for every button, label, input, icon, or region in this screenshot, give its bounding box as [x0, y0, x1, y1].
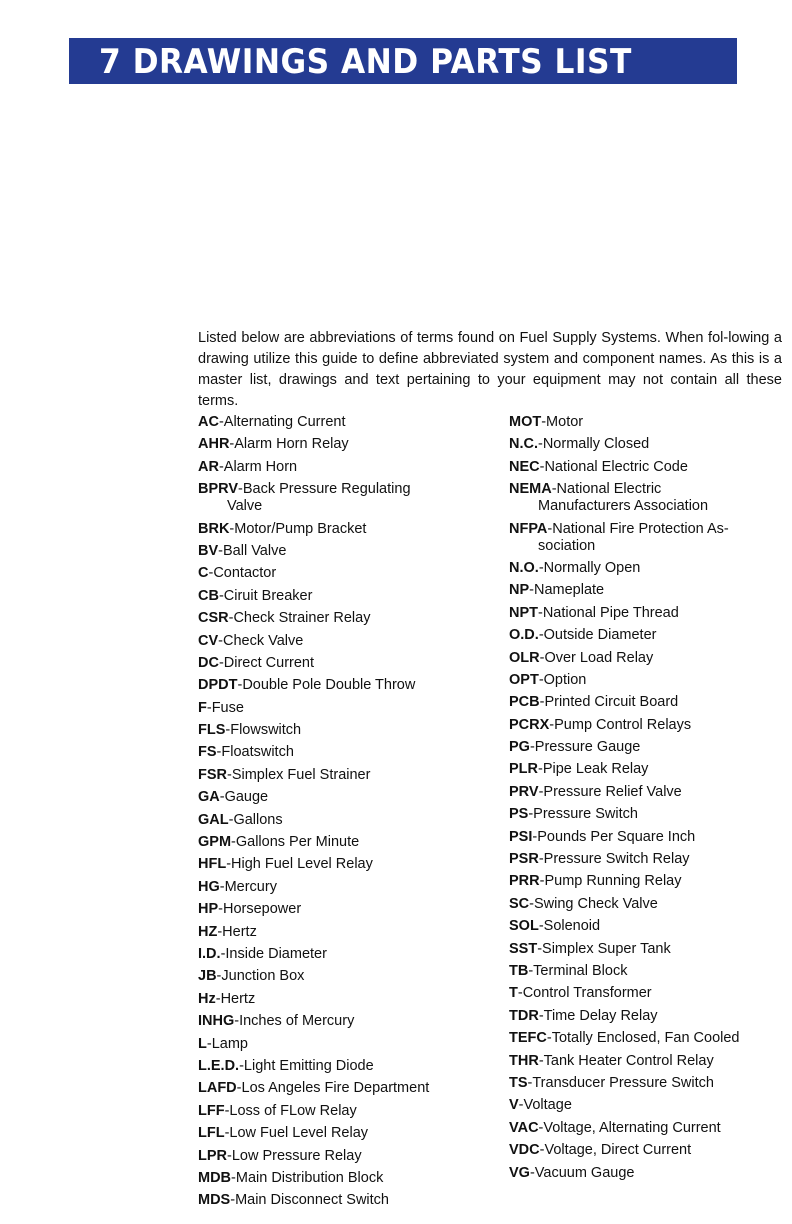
abbreviation-code: HFL: [198, 856, 227, 873]
abbreviation-entry: [509, 829, 785, 846]
abbreviation-definition: -Option: [538, 671, 587, 688]
abbreviation-code: LFF: [198, 1102, 225, 1119]
abbreviation-code: MDS: [198, 1192, 231, 1209]
abbreviation-entry: [509, 1008, 785, 1025]
abbreviation-code: CSR: [198, 610, 229, 627]
abbreviation-code: HP: [198, 901, 219, 918]
abbreviation-definition-continued: Valve: [227, 498, 263, 515]
abbreviation-entry: [198, 521, 498, 538]
abbreviation-code: TEFC: [509, 1030, 547, 1047]
abbreviation-entry: [509, 985, 785, 1002]
abbreviation-definition: -Simplex Fuel Strainer: [227, 766, 371, 783]
abbreviation-code: FSR: [198, 766, 227, 783]
abbreviation-definition: -Mercury: [219, 878, 277, 895]
abbreviation-code: PSR: [509, 851, 539, 868]
abbreviation-definition: -Lamp: [206, 1035, 248, 1052]
abbreviation-code: AHR: [198, 436, 230, 453]
abbreviation-entry: [198, 1125, 498, 1142]
abbreviation-definition: -Printed Circuit Board: [539, 694, 679, 711]
abbreviation-definition: -Loss of FLow Relay: [224, 1102, 357, 1119]
abbreviation-definition: -Swing Check Valve: [529, 895, 658, 912]
abbreviation-entry: [198, 968, 498, 985]
abbreviation-definition: -Contactor: [208, 565, 277, 582]
abbreviation-list-left: [198, 414, 498, 1215]
intro-paragraph: Listed below are abbreviations of terms found on Fuel Supply Systems. When fol-lowing a drawing utilize this guide to define abbreviated system and component names. As this is a master list, drawings and text pertaining to your equipment may not contain all these terms.: [198, 329, 782, 409]
abbreviation-definition: -Simplex Super Tank: [537, 940, 671, 957]
abbreviation-code: AR: [198, 458, 219, 475]
abbreviation-code: NFPA: [509, 520, 548, 537]
abbreviation-entry: [509, 582, 785, 599]
abbreviation-definition: -Alarm Horn: [218, 458, 298, 475]
abbreviation-entry: [198, 1080, 498, 1097]
abbreviation-definition: -High Fuel Level Relay: [226, 856, 373, 873]
abbreviation-entry: [198, 901, 498, 918]
abbreviation-code: V: [509, 1097, 519, 1114]
abbreviation-definition: -Los Angeles Fire Department: [236, 1080, 430, 1097]
abbreviation-code: NP: [509, 582, 530, 599]
abbreviation-entry: [509, 650, 785, 667]
abbreviation-definition: -National Pipe Thread: [538, 604, 679, 621]
abbreviation-definition: -Double Pole Double Throw: [237, 677, 416, 694]
abbreviation-definition: -Flowswitch: [225, 722, 302, 739]
abbreviation-entry: [198, 744, 498, 761]
abbreviation-code: BPRV: [198, 481, 239, 498]
abbreviation-entry: [509, 694, 785, 711]
abbreviation-definition: -Inches of Mercury: [234, 1013, 355, 1030]
abbreviation-definition: -Gauge: [219, 789, 269, 806]
abbreviation-code: CB: [198, 587, 219, 604]
abbreviation-entry: [198, 879, 498, 896]
abbreviation-code: TS: [509, 1074, 528, 1091]
abbreviation-definition: -Floatswitch: [216, 744, 294, 761]
abbreviation-entry: [509, 672, 785, 689]
abbreviation-entry: [509, 1142, 785, 1159]
abbreviation-entry: [198, 1036, 498, 1053]
abbreviation-code: MOT: [509, 414, 542, 430]
abbreviation-code: PCB: [509, 694, 540, 711]
abbreviation-code: MDB: [198, 1169, 232, 1186]
abbreviation-code: CV: [198, 632, 219, 649]
abbreviation-definition: -Horsepower: [218, 901, 302, 918]
abbreviation-code: AC: [198, 414, 219, 430]
abbreviation-entry: [509, 918, 785, 935]
abbreviation-code: TDR: [509, 1007, 539, 1024]
abbreviation-entry: [198, 856, 498, 873]
abbreviation-definition: -Main Distribution Block: [231, 1169, 384, 1186]
abbreviation-entry: [198, 700, 498, 717]
abbreviation-definition: -Terminal Block: [528, 962, 628, 979]
abbreviation-definition-continued: sociation: [538, 537, 596, 554]
abbreviation-entry: [198, 436, 498, 453]
abbreviation-code: HG: [198, 878, 220, 895]
abbreviation-definition: -Check Valve: [218, 632, 304, 649]
abbreviation-entry: [509, 761, 785, 778]
abbreviation-definition: -Fuse: [206, 699, 244, 716]
abbreviation-entry: [198, 677, 498, 694]
abbreviation-definition: -Low Pressure Relay: [227, 1147, 362, 1164]
abbreviation-code: THR: [509, 1052, 539, 1069]
abbreviation-entry: [509, 481, 785, 515]
abbreviation-entry: [509, 963, 785, 980]
abbreviation-code: SC: [509, 895, 530, 912]
abbreviation-code: LFL: [198, 1125, 225, 1142]
abbreviation-definition: -Totally Enclosed, Fan Cooled: [546, 1030, 740, 1047]
abbreviation-entry: [509, 560, 785, 577]
abbreviation-entry: [198, 481, 498, 515]
abbreviation-code: TB: [509, 962, 529, 979]
abbreviation-definition: -National Electric Code: [539, 458, 688, 475]
abbreviation-definition: -National Electric: [551, 481, 662, 498]
abbreviation-entry: [509, 851, 785, 868]
abbreviation-entry: [198, 588, 498, 605]
abbreviation-definition: -Normally Closed: [538, 436, 650, 453]
abbreviation-entry: [198, 655, 498, 672]
abbreviation-entry: [198, 812, 498, 829]
abbreviation-entry: [198, 1058, 498, 1075]
abbreviation-definition: -National Fire Protection As-: [547, 520, 729, 537]
abbreviation-code: DPDT: [198, 677, 238, 694]
abbreviation-definition: -Solenoid: [538, 918, 601, 935]
abbreviation-code: OPT: [509, 671, 539, 688]
abbreviation-code: N.C.: [509, 436, 538, 453]
abbreviation-code: SOL: [509, 918, 539, 935]
abbreviation-definition: -Pressure Switch: [528, 806, 638, 823]
abbreviation-entry: [198, 722, 498, 739]
abbreviation-entry: [198, 1192, 498, 1209]
abbreviation-entry: [198, 834, 498, 851]
abbreviation-definition: -Tank Heater Control Relay: [538, 1052, 714, 1069]
abbreviation-entry: [198, 991, 498, 1008]
abbreviation-entry: [509, 717, 785, 734]
abbreviation-code: LAFD: [198, 1080, 237, 1097]
abbreviation-definition: -Transducer Pressure Switch: [527, 1074, 714, 1091]
abbreviation-definition: -Nameplate: [529, 582, 605, 599]
abbreviation-definition: -Pressure Relief Valve: [538, 783, 682, 800]
abbreviation-definition: -Over Load Relay: [539, 649, 654, 666]
abbreviation-code: GA: [198, 789, 220, 806]
abbreviation-definition: -Pressure Gauge: [529, 739, 641, 756]
abbreviation-definition: -Pipe Leak Relay: [538, 761, 649, 778]
abbreviation-definition: -Voltage, Alternating Current: [538, 1119, 721, 1136]
abbreviation-definition: -Hertz: [217, 923, 257, 940]
abbreviation-definition: -Inside Diameter: [220, 945, 327, 962]
abbreviation-definition: -Ciruit Breaker: [218, 587, 313, 604]
abbreviation-entry: [198, 1103, 498, 1120]
abbreviation-entry: [509, 806, 785, 823]
abbreviation-entry: [198, 946, 498, 963]
abbreviation-code: NEMA: [509, 481, 552, 498]
abbreviation-code: SST: [509, 940, 538, 957]
abbreviation-entry: [509, 1165, 785, 1182]
abbreviation-definition: -Pounds Per Square Inch: [532, 828, 696, 845]
abbreviation-code: GPM: [198, 834, 232, 851]
abbreviation-definition: -Light Emitting Diode: [239, 1057, 374, 1074]
abbreviation-code: PG: [509, 739, 530, 756]
abbreviation-code: NEC: [509, 458, 540, 475]
abbreviation-code: PS: [509, 806, 529, 823]
abbreviation-code: PRV: [509, 783, 539, 800]
abbreviation-code: GAL: [198, 811, 229, 828]
abbreviation-entry: [509, 941, 785, 958]
abbreviation-definition: -Back Pressure Regulating: [238, 481, 411, 498]
abbreviation-code: DC: [198, 654, 219, 671]
abbreviation-definition: -Alarm Horn Relay: [229, 436, 349, 453]
abbreviation-code: L.E.D.: [198, 1057, 240, 1074]
abbreviation-entry: [509, 1075, 785, 1092]
abbreviation-entry: [198, 1148, 498, 1165]
abbreviation-definition: -Pressure Switch Relay: [538, 851, 690, 868]
abbreviation-entry: [509, 873, 785, 890]
abbreviation-code: OLR: [509, 649, 540, 666]
abbreviation-entry: [198, 789, 498, 806]
abbreviation-entry: [509, 605, 785, 622]
abbreviation-code: PLR: [509, 761, 538, 778]
abbreviation-entry: [509, 436, 785, 453]
abbreviation-definition: -Voltage, Direct Current: [539, 1142, 692, 1159]
section-banner: [69, 38, 737, 84]
abbreviation-code: NPT: [509, 604, 538, 621]
abbreviation-entry: [198, 767, 498, 784]
abbreviation-list-right: [509, 414, 785, 1187]
abbreviation-definition: -Alternating Current: [218, 414, 346, 430]
abbreviation-definition: -Normally Open: [538, 559, 641, 576]
abbreviation-code: PCRX: [509, 716, 550, 733]
abbreviation-code: INHG: [198, 1013, 235, 1030]
abbreviation-entry: [198, 565, 498, 582]
abbreviation-definition: -Direct Current: [218, 654, 315, 671]
abbreviation-code: VDC: [509, 1142, 540, 1159]
abbreviation-entry: [509, 627, 785, 644]
abbreviation-entry: [198, 459, 498, 476]
abbreviation-entry: [509, 414, 785, 431]
abbreviation-code: I.D.: [198, 945, 221, 962]
abbreviation-code: FLS: [198, 722, 226, 739]
section-title: 7 DRAWINGS AND PARTS LIST: [99, 42, 632, 82]
abbreviation-entry: [509, 1030, 785, 1047]
abbreviation-entry: [509, 1120, 785, 1137]
abbreviation-code: L: [198, 1035, 207, 1052]
abbreviation-code: PRR: [509, 873, 540, 890]
abbreviation-code: HZ: [198, 923, 218, 940]
abbreviation-code: F: [198, 699, 207, 716]
abbreviation-code: BV: [198, 542, 219, 559]
abbreviation-code: O.D.: [509, 627, 539, 644]
abbreviation-definition: -Vacuum Gauge: [529, 1164, 635, 1181]
abbreviation-definition: -Gallons Per Minute: [231, 834, 360, 851]
abbreviation-entry: [509, 739, 785, 756]
abbreviation-entry: [198, 1013, 498, 1030]
abbreviation-definition: -Pump Running Relay: [539, 873, 682, 890]
abbreviation-definition-continued: Manufacturers Association: [538, 498, 709, 515]
abbreviation-entry: [509, 896, 785, 913]
abbreviation-entry: [198, 414, 498, 431]
abbreviation-code: C: [198, 565, 209, 582]
abbreviation-entry: [509, 1053, 785, 1070]
abbreviation-entry: [509, 521, 785, 555]
abbreviation-code: VG: [509, 1164, 530, 1181]
abbreviation-definition: -Gallons: [228, 811, 283, 828]
abbreviation-entry: [509, 784, 785, 801]
abbreviation-code: VAC: [509, 1119, 539, 1136]
abbreviation-code: BRK: [198, 520, 230, 537]
abbreviation-code: PSI: [509, 828, 533, 845]
abbreviation-entry: [509, 1097, 785, 1114]
abbreviation-definition: -Time Delay Relay: [538, 1007, 658, 1024]
abbreviation-definition: -Control Transformer: [517, 985, 652, 1002]
abbreviation-code: FS: [198, 744, 217, 761]
abbreviation-definition: -Hertz: [215, 990, 256, 1007]
abbreviation-definition: -Main Disconnect Switch: [230, 1192, 389, 1209]
abbreviation-definition: -Low Fuel Level Relay: [224, 1125, 369, 1142]
abbreviation-entry: [198, 633, 498, 650]
abbreviation-definition: -Outside Diameter: [538, 627, 657, 644]
abbreviation-definition: -Check Strainer Relay: [228, 610, 371, 627]
abbreviation-entry: [198, 610, 498, 627]
abbreviation-entry: [198, 1170, 498, 1187]
abbreviation-definition: -Motor/Pump Bracket: [229, 520, 367, 537]
abbreviation-code: N.O.: [509, 559, 539, 576]
abbreviation-definition: -Ball Valve: [218, 542, 287, 559]
abbreviation-definition: -Voltage: [518, 1097, 572, 1114]
abbreviation-entry: [509, 459, 785, 476]
abbreviation-entry: [198, 924, 498, 941]
abbreviation-code: LPR: [198, 1147, 227, 1164]
abbreviation-code: T: [509, 985, 518, 1002]
abbreviation-entry: [198, 543, 498, 560]
abbreviation-code: JB: [198, 968, 217, 985]
abbreviation-definition: -Junction Box: [216, 968, 305, 985]
abbreviation-definition: -Pump Control Relays: [549, 716, 692, 733]
abbreviation-code: Hz: [198, 990, 216, 1007]
abbreviation-definition: -Motor: [541, 414, 584, 430]
